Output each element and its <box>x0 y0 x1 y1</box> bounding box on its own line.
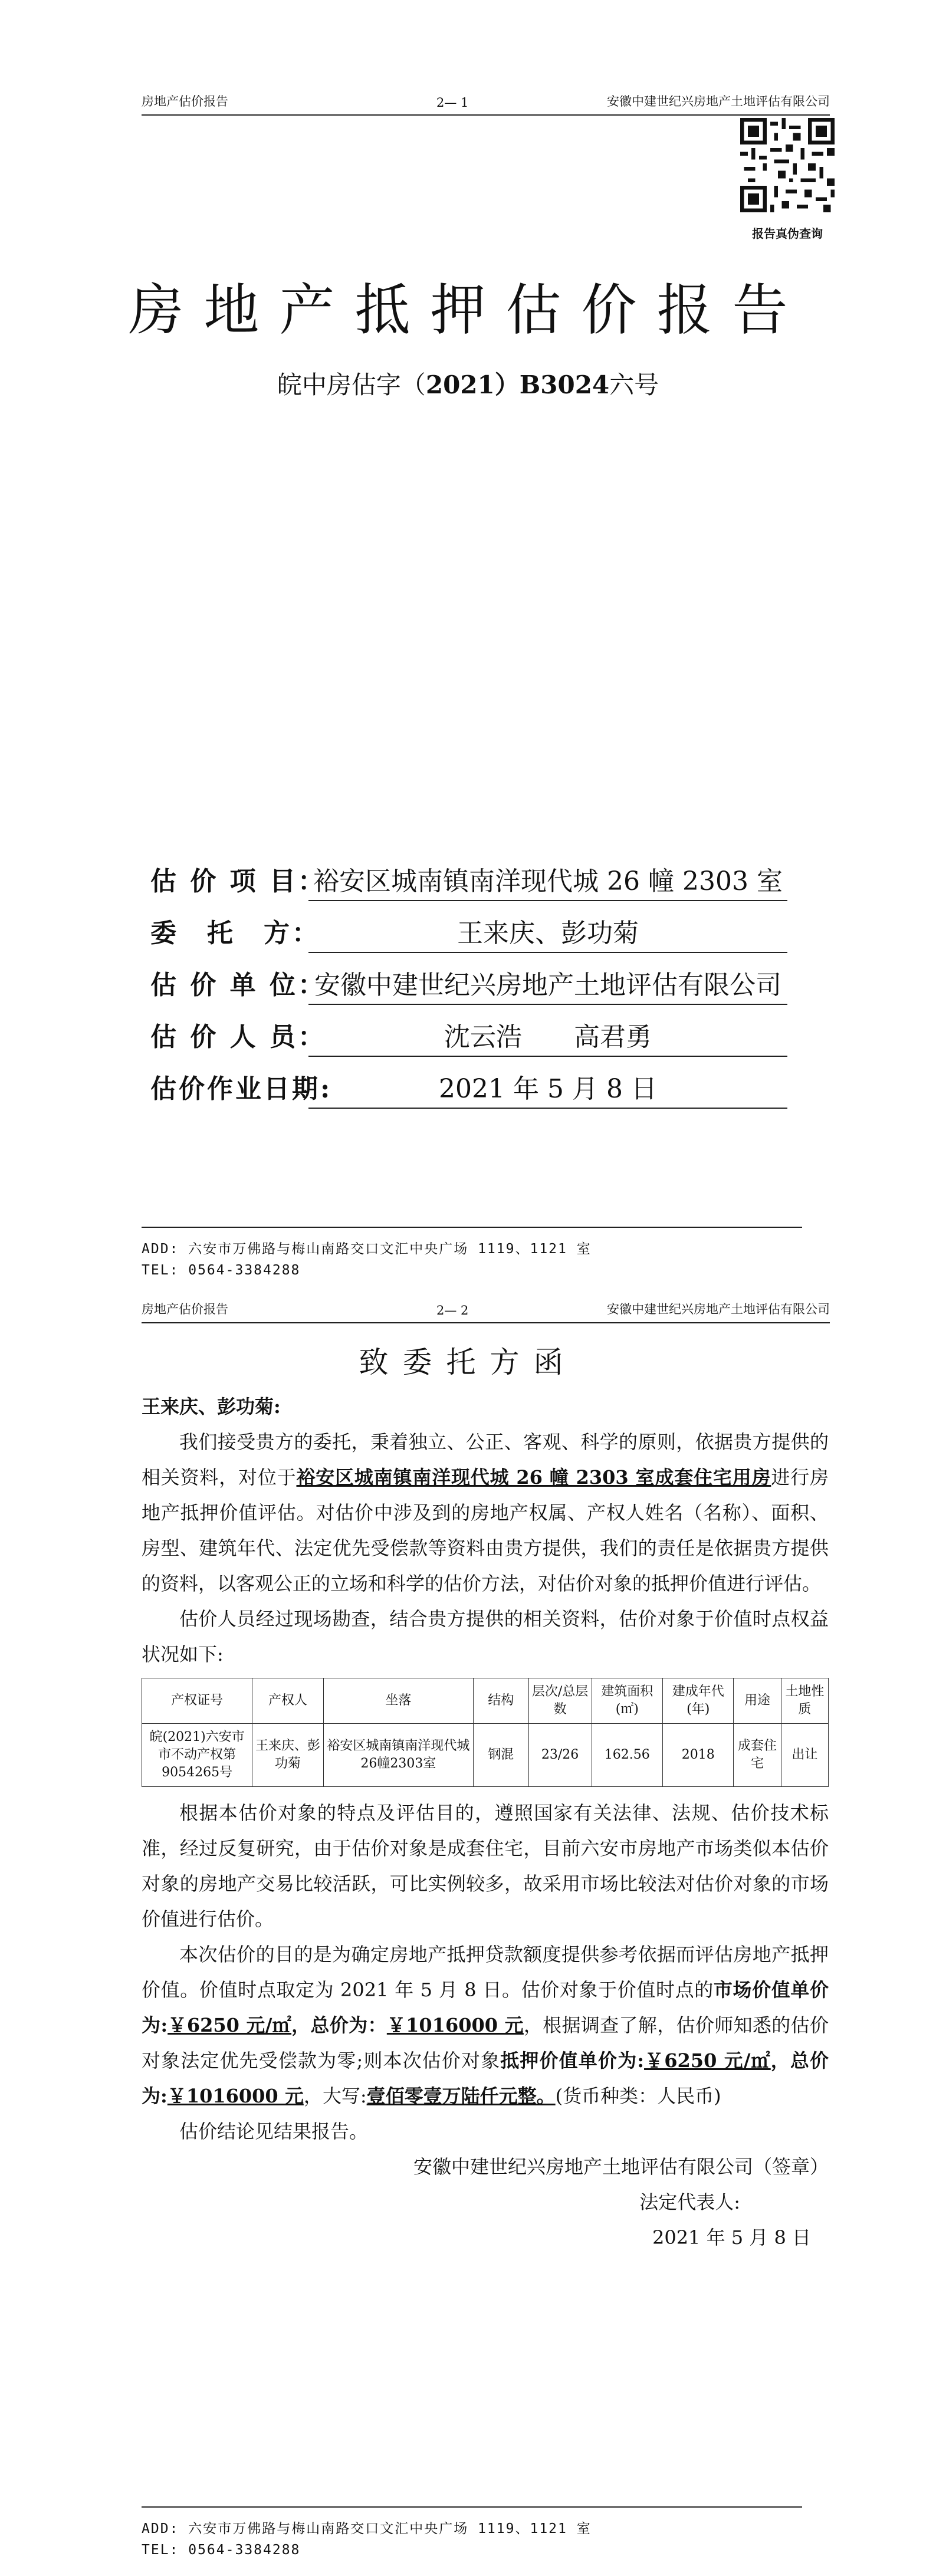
letter-body <box>142 1389 829 2255</box>
table-cell: 皖(2021)六安市市不动产权第9054265号 <box>142 1724 252 1787</box>
info-label: 估 价 项 目： <box>150 866 326 896</box>
header-page-number: 2— 1 <box>436 96 469 110</box>
report-cover-page <box>0 0 936 1286</box>
header-left: 房地产估价报告 <box>142 94 228 109</box>
header-right: 安徽中建世纪兴房地产土地评估有限公司 <box>607 1302 830 1316</box>
page-footer <box>142 2506 802 2561</box>
column-header: 用途 <box>734 1678 781 1724</box>
signature-representative: 法定代表人: <box>639 2191 740 2213</box>
table-cell: 成套住宅 <box>734 1724 781 1787</box>
text: ，大写: <box>303 2085 367 2107</box>
table-cell: 出让 <box>781 1724 828 1787</box>
document-number <box>0 366 936 401</box>
footer-phone: TEL: 0564-3384288 <box>142 2542 301 2558</box>
text: 本次估价的目的是为确定房地产抵押贷款额度提供参考依据而评估房地产抵押价值。价值时点取定为 2021 年 5 月 8 日。估价对象于价值时点的 <box>142 1943 829 2001</box>
paragraph-5: 估价结论见结果报告。 <box>179 2120 369 2143</box>
footer-phone: TEL: 0564-3384288 <box>142 1263 301 1278</box>
paragraph-4 <box>142 1937 829 2114</box>
qr-code-icon[interactable] <box>740 118 835 212</box>
table-cell: 23/26 <box>528 1724 592 1787</box>
column-header: 产权证号 <box>142 1678 252 1724</box>
info-row-client <box>150 901 799 953</box>
table-header-row <box>142 1678 829 1724</box>
text: 进行房地产抵押价值评估。对估价中涉及到的房地产权属、产权人姓名（名称）、面积、房型、建筑年代、法定优先受偿款等资料由贵方提供，我们的责任是依据贵方提供的资料，以客观公正的立场和科学的估价方法，对估价对象的抵押价值进行评估。 <box>142 1466 829 1595</box>
page-footer <box>142 1227 802 1281</box>
info-row-company <box>150 953 799 1005</box>
mortgage-unit-price: ￥6250 元/㎡ <box>644 2049 771 2072</box>
page-header <box>142 88 830 116</box>
signature-date: 2021 年 5 月 8 日 <box>652 2226 811 2249</box>
table-cell: 162.56 <box>592 1724 662 1787</box>
info-label: 估价作业日期: <box>150 1074 333 1104</box>
qr-caption: 报告真伪查询 <box>752 226 823 241</box>
column-header: 土地性质 <box>781 1678 828 1724</box>
table-cell: 裕安区城南镇南洋现代城26幢2303室 <box>323 1724 473 1787</box>
header-right: 安徽中建世纪兴房地产土地评估有限公司 <box>607 94 830 109</box>
footer-address: ADD: 六安市万佛路与梅山南路交口文汇中央广场 1119、1121 室 <box>142 1241 592 1257</box>
mortgage-total-label: ，总价为: <box>142 2049 829 2107</box>
signature-company: 安徽中建世纪兴房地产土地评估有限公司（签章） <box>413 2156 829 2178</box>
paragraph-1 <box>142 1424 829 1601</box>
doc-mid: ）B3024 <box>494 370 610 399</box>
table-row <box>142 1724 829 1787</box>
page-header <box>142 1296 830 1323</box>
info-row-appraisers <box>150 1005 799 1057</box>
mortgage-unit-price-label: 抵押价值单价为: <box>500 2049 645 2072</box>
column-header: 层次/总层数 <box>528 1678 592 1724</box>
column-header: 坐落 <box>323 1678 473 1724</box>
doc-year: 2021 <box>425 370 495 399</box>
report-title: 房地产抵押估价报告 <box>128 278 808 343</box>
doc-prefix: 皖中房估字（ <box>277 370 426 399</box>
column-header: 产权人 <box>252 1678 323 1724</box>
info-value: 沈云浩 高君勇 <box>308 1016 787 1057</box>
mortgage-total-price: ￥1016000 元 <box>167 2085 304 2107</box>
column-header: 建筑面积(㎡) <box>592 1678 662 1724</box>
info-value: 裕安区城南镇南洋现代城 26 幢 2303 室 <box>308 860 787 901</box>
salutation: 王来庆、彭功菊: <box>142 1395 281 1418</box>
report-info-list <box>150 849 799 1109</box>
market-unit-price-label: 市场价值单价为: <box>142 1979 829 2036</box>
property-address: 裕安区城南镇南洋现代城 26 幢 2303 室成套住宅用房 <box>296 1466 771 1489</box>
paragraph-2: 估价人员经过现场勘查，结合贵方提供的相关资料，估价对象于价值时点权益状况如下: <box>142 1608 829 1665</box>
currency-note: (货币种类：人民币) <box>555 2085 721 2107</box>
table-cell: 2018 <box>663 1724 734 1787</box>
paragraph-3: 根据本估价对象的特点及评估目的，遵照国家有关法律、法规、估价技术标准，经过反复研究，由于估价对象是成套住宅，目前六安市房地产市场类似本估价对象的房地产交易比较活跃，可比实例较多，故采用市场比较法对估价对象的市场价值进行估价。 <box>142 1802 829 1930</box>
table-cell: 王来庆、彭功菊 <box>252 1724 323 1787</box>
text: 我们接受贵方的委托，秉着独立、公正、客观、科学的原则，依据贵方提供的相关资料，对位于 <box>142 1431 829 1489</box>
table-cell: 钢混 <box>473 1724 528 1787</box>
info-label: 估 价 人 员： <box>150 1022 326 1052</box>
letter-title: 致委托方函 <box>359 1345 577 1379</box>
column-header: 结构 <box>473 1678 528 1724</box>
market-total-label: ，总价为： <box>291 2014 387 2036</box>
column-header: 建成年代(年) <box>663 1678 734 1724</box>
letter-page <box>0 1286 936 2576</box>
property-rights-table <box>142 1678 829 1787</box>
market-total-price: ￥1016000 元 <box>386 2014 524 2036</box>
text: ，根据调查了解，估价师知悉的估价对象法定优先受偿款为零;则本次估价对象 <box>142 2014 829 2072</box>
footer-address: ADD: 六安市万佛路与梅山南路交口文汇中央广场 1119、1121 室 <box>142 2521 592 2536</box>
info-value: 安徽中建世纪兴房地产土地评估有限公司 <box>308 964 787 1005</box>
info-row-project <box>150 849 799 901</box>
info-row-date <box>150 1057 799 1109</box>
info-label: 委 托 方： <box>150 918 320 948</box>
info-value: 王来庆、彭功菊 <box>308 912 787 953</box>
header-left: 房地产估价报告 <box>142 1302 228 1316</box>
amount-in-words: 壹佰零壹万陆仟元整。 <box>366 2085 556 2107</box>
header-page-number: 2— 2 <box>436 1303 469 1317</box>
doc-suffix: 六号 <box>609 370 659 399</box>
info-value: 2021 年 5 月 8 日 <box>308 1067 787 1109</box>
market-unit-price: ￥6250 元/㎡ <box>168 2014 292 2036</box>
info-label: 估 价 单 位： <box>150 970 326 1000</box>
